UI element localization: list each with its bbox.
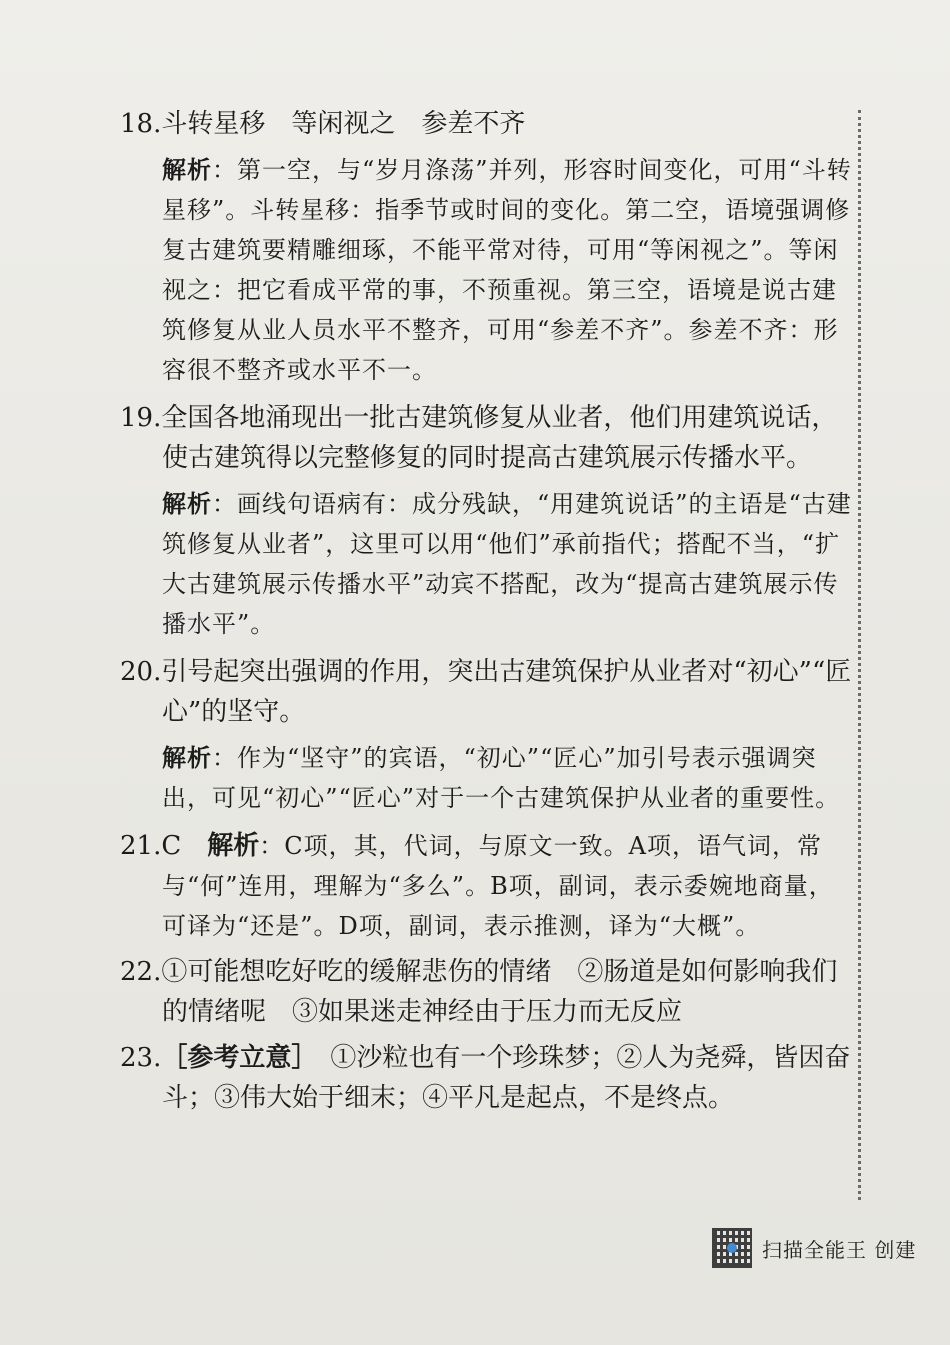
- reference-label: ［参考立意］: [161, 1043, 305, 1073]
- item-answer: 引号起突出强调的作用，突出古建筑保护从业者对“初心”“匠心”的坚守。: [161, 657, 852, 727]
- item-answer: ①可能想吃好吃的缓解悲伤的情绪 ②肠道是如何影响我们的情绪呢 ③如果迷走神经由于压力而无反应: [161, 957, 838, 1027]
- answer-item-23: [120, 1038, 855, 1118]
- item-number: 23.: [120, 1043, 162, 1073]
- scanner-watermark: [712, 1226, 916, 1270]
- analysis-label: 解析: [162, 743, 212, 772]
- answer-item-21: [120, 826, 855, 946]
- item-number: 21.: [120, 831, 162, 861]
- analysis-text: ：第一空，与“岁月涤荡”并列，形容时间变化，可用“斗转星移”。斗转星移：指季节或时间的变化。第二空，语境强调修复古建筑要精雕细琢，不能平常对待，可用“等闲视之”。等闲视之：把它看成平常的事，不预重视。第三空，语境是说古建筑修复从业人员水平不整齐，可用“参差不齐”。参差不齐：形容很不整齐或水平不一。: [162, 156, 852, 384]
- analysis-20: [120, 738, 855, 818]
- scanner-text: 扫描全能王 创建: [762, 1237, 917, 1262]
- item-number: 18.: [120, 109, 162, 139]
- analysis-19: [120, 484, 855, 644]
- analysis-label: 解析: [207, 831, 260, 861]
- answer-item-18: [120, 104, 855, 144]
- item-answer: ①沙粒也有一个珍珠梦；②人为尧舜，皆因奋斗；③伟大始于细末；④平凡是起点，不是终点。: [162, 1043, 851, 1113]
- answer-content: [120, 104, 855, 1124]
- item-answer: C: [161, 831, 182, 861]
- item-answer: 全国各地涌现出一批古建筑修复从业者，他们用建筑说话，使古建筑得以完整修复的同时提高古建筑展示传播水平。: [161, 403, 838, 473]
- item-number: 19.: [120, 403, 162, 433]
- analysis-text: ：作为“坚守”的宾语，“初心”“匠心”加引号表示强调突出，可见“初心”“匠心”对于一个古建筑保护从业者的重要性。: [162, 744, 841, 812]
- analysis-text: ：C项，其，代词，与原文一致。A项，语气词，常与“何”连用，理解为“多么”。B项，副词，表示委婉地商量，可译为“还是”。D项，副词，表示推测，译为“大概”。: [162, 832, 834, 940]
- answer-item-20: [120, 652, 855, 732]
- answer-item-22: [120, 952, 855, 1032]
- margin-dotted-line: [858, 110, 861, 1200]
- analysis-18: [120, 150, 855, 390]
- item-number: 22.: [120, 957, 162, 987]
- item-number: 20.: [120, 657, 162, 687]
- analysis-text: ：画线句语病有：成分残缺，“用建筑说话”的主语是“古建筑修复从业者”，这里可以用“他们”承前指代；搭配不当，“扩大古建筑展示传播水平”动宾不搭配，改为“提高古建筑展示传播水平”。: [162, 490, 852, 638]
- analysis-label: 解析: [162, 489, 212, 518]
- item-answer: 斗转星移 等闲视之 参差不齐: [161, 109, 526, 139]
- answer-item-19: [120, 398, 855, 478]
- qr-code-icon: [712, 1228, 752, 1268]
- analysis-label: 解析: [162, 155, 212, 184]
